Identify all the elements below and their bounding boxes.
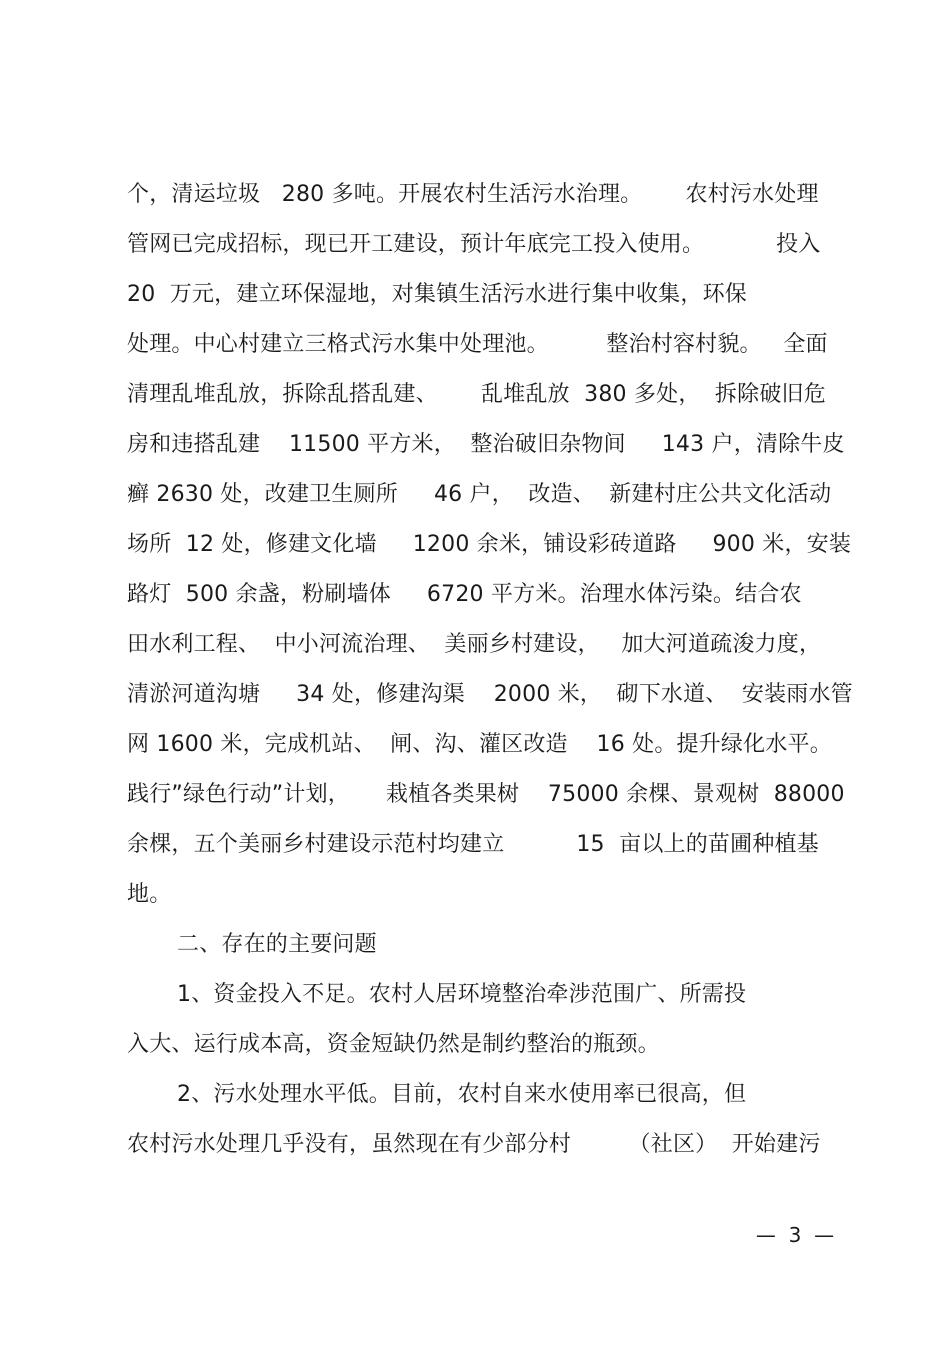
text-line: 场所 12 处，修建文化墙 1200 余米，铺设彩砖道路 900 米，安装 [127,532,852,557]
text-line: 网 1600 米，完成机站、 闸、沟、灌区改造 16 处。提升绿化水平。 [127,732,832,757]
text-line: 农村污水处理几乎没有，虽然现在有少部分村 （社区） 开始建污 [127,1132,821,1157]
text-line: 管网已完成招标，现已开工建设，预计年底完工投入使用。 投入 [127,232,821,257]
text-line: 2、污水处理水平低。目前，农村自来水使用率已很高，但 [177,1082,747,1107]
text-line: 房和违搭乱建 11500 平方米， 整治破旧杂物间 143 户，清除牛皮 [127,432,845,457]
section-heading: 二、存在的主要问题 [177,932,377,957]
page-number: — 3 — [755,1223,835,1247]
text-line: 癣 2630 处，改建卫生厕所 46 户， 改造、 新建村庄公共文化活动 [127,482,832,507]
text-line: 入大、运行成本高，资金短缺仍然是制约整治的瓶颈。 [127,1032,660,1057]
text-line: 地。 [127,882,172,907]
text-line: 20 万元，建立环保湿地，对集镇生活污水进行集中收集，环保 [127,282,747,307]
text-line: 践行”绿色行动”计划， 栽植各类果树 75000 余棵、景观树 88000 [127,782,845,807]
text-line: 余棵，五个美丽乡村建设示范村均建立 15 亩以上的苗圃种植基 [127,832,819,857]
text-line: 个，清运垃圾 280 多吨。开展农村生活污水治理。 农村污水处理 [127,182,819,207]
text-line: 清淤河道沟塘 34 处，修建沟渠 2000 米， 砌下水道、 安装雨水管 [127,682,853,707]
text-line: 清理乱堆乱放，拆除乱搭乱建、 乱堆乱放 380 多处， 拆除破旧危 [127,382,826,407]
text-line: 路灯 500 余盏，粉刷墙体 6720 平方米。治理水体污染。结合农 [127,582,802,607]
body-text [127,170,853,1170]
text-line: 田水利工程、 中小河流治理、 美丽乡村建设， 加大河道疏浚力度， [127,632,822,657]
text-line: 处理。中心村建立三格式污水集中处理池。 整治村容村貌。 全面 [127,332,828,357]
text-line: 1、资金投入不足。农村人居环境整治牵涉范围广、所需投 [177,982,747,1007]
